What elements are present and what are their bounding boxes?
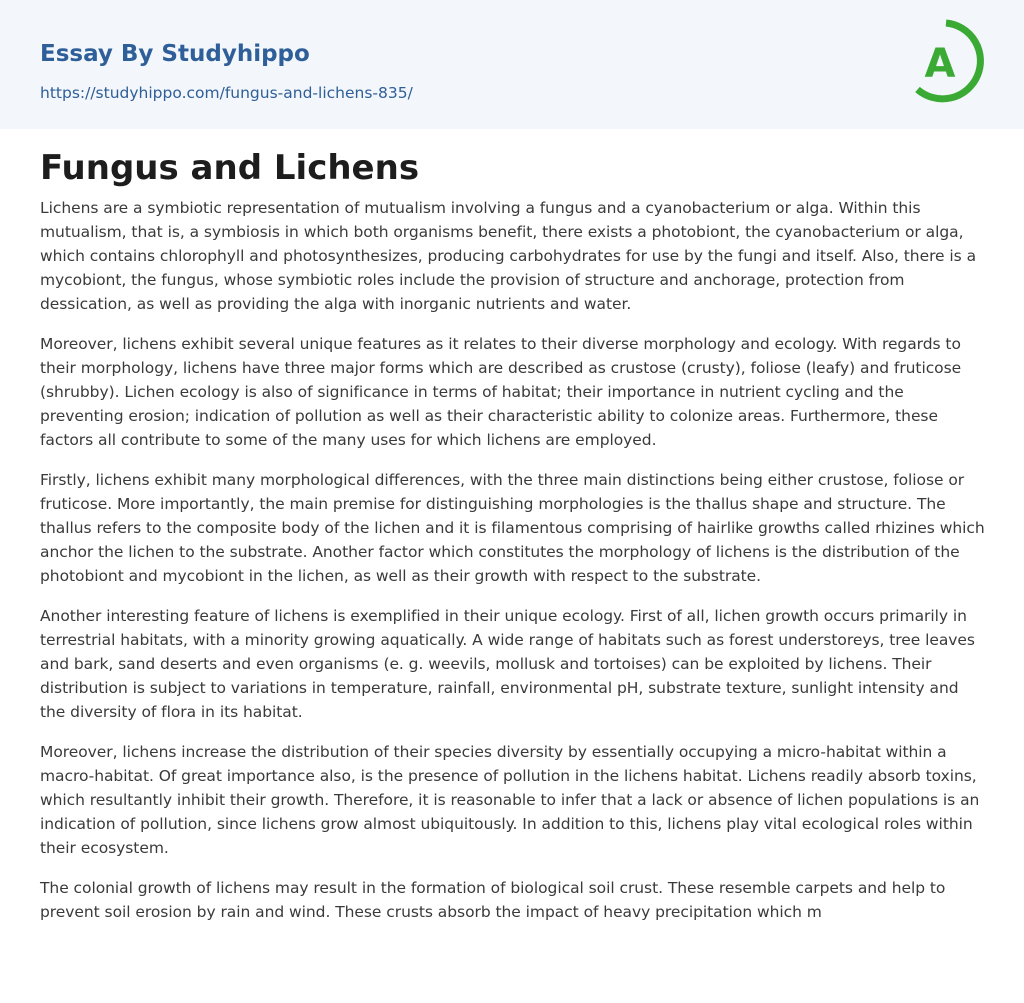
article-paragraph-3: Firstly, lichens exhibit many morphological differences, with the three main distinctions being either crustose, foliose or fruticose. More importantly, the main premise for distinguishing morphologies is the thallus shape and structure. The thallus refers to the composite body of the lichen and it is filamentous comprising of hairlike growths called rhizines which anchor the lichen to the substrate. Another factor which constitutes the morphology of lichens is the distribution of the photobiont and mycobiont in the lichen, as well as their growth with respect to the substrate. xyxy=(40,471,985,585)
article-paragraph-4: Another interesting feature of lichens is exemplified in their unique ecology. First of all, lichen growth occurs primarily in terrestrial habitats, with a minority growing aquatically. A wide range of habitats such as forest understoreys, tree leaves and bark, sand deserts and even organisms (e. g. weevils, mollusk and tortoises) can be exploited by lichens. Their distribution is subject to variations in temperature, rainfall, environmental pH, substrate texture, sunlight intensity and the diversity of flora in its habitat. xyxy=(40,607,975,721)
logo-letter: A xyxy=(924,41,956,87)
site-header xyxy=(0,0,1024,129)
studyhippo-logo-icon[interactable] xyxy=(903,17,989,107)
article-paragraph-1: Lichens are a symbiotic representation of mutualism involving a fungus and a cyanobacterium or alga. Within this mutualism, that is, a symbiosis in which both organisms benefit, there exists a photobiont, the cyanobacterium or alga, which contains chlorophyll and photosynthesizes, producing carbohydrates for use by the fungi and itself. Also, there is a mycobiont, the fungus, whose symbiotic roles include the provision of structure and anchorage, protection from dessication, as well as providing the alga with inorganic nutrients and water. xyxy=(40,199,977,313)
article-title: Fungus and Lichens xyxy=(40,148,420,188)
article-paragraph-5: Moreover, lichens increase the distribution of their species diversity by essentially occupying a micro-habitat within a macro-habitat. Of great importance also, is the presence of pollution in the lichens habitat. Lichens readily absorb toxins, which resultantly inhibit their growth. Therefore, it is reasonable to infer that a lack or absence of lichen populations is an indication of pollution, since lichens grow almost ubiquitously. In addition to this, lichens play vital ecological roles within their ecosystem. xyxy=(40,743,980,857)
site-brand[interactable]: Essay By Studyhippo xyxy=(40,41,310,67)
article-paragraph-2: Moreover, lichens exhibit several unique features as it relates to their diverse morphology and ecology. With regards to their morphology, lichens have three major forms which are described as crustose (crusty), foliose (leafy) and fruticose (shrubby). Lichen ecology is also of significance in terms of habitat; their importance in nutrient cycling and the preventing erosion; indication of pollution as well as their characteristic ability to colonize areas. Furthermore, these factors all contribute to some of the many uses for which lichens are employed. xyxy=(40,335,962,449)
page-url-link[interactable]: https://studyhippo.com/fungus-and-lichens-835/ xyxy=(40,84,413,102)
article-body xyxy=(40,140,988,940)
article-paragraph-6: The colonial growth of lichens may result in the formation of biological soil crust. These resemble carpets and help to prevent soil erosion by rain and wind. These crusts absorb the impact of heavy precipitation which m xyxy=(40,879,946,921)
